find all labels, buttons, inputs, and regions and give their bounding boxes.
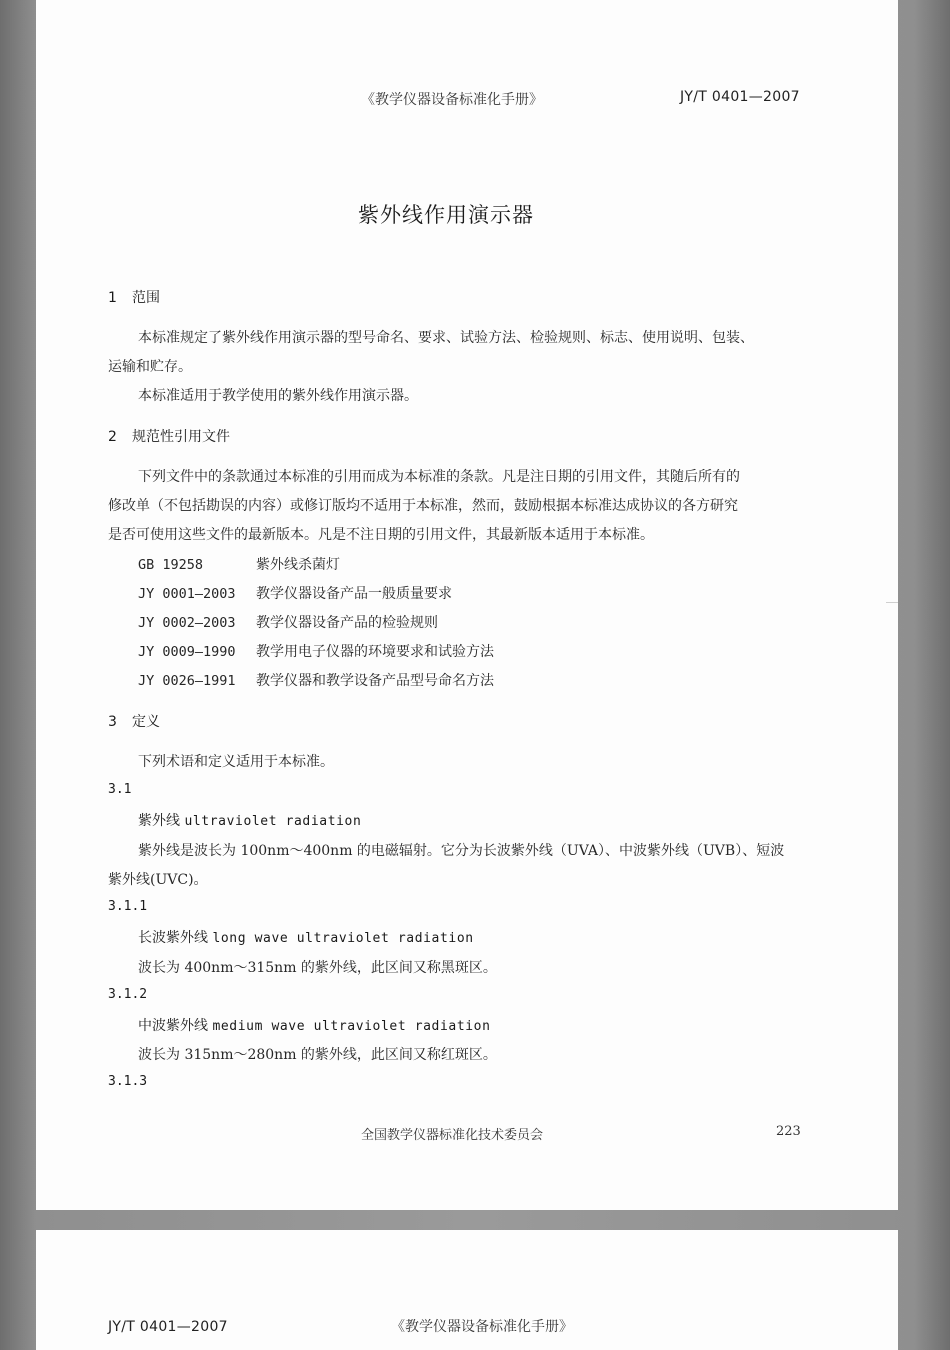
reference-title: 教学用电子仪器的环境要求和试验方法 [256,644,494,660]
section-title: 范围 [132,290,160,306]
scroll-marker [886,602,898,603]
term-entry [138,810,361,830]
running-header-code: JY/T 0401—2007 [108,1319,228,1335]
term-entry [138,1015,491,1035]
section-heading-normative-references [108,426,230,446]
reference-title: 教学仪器设备产品的检验规则 [256,615,438,631]
page-number: 223 [776,1124,801,1139]
paragraph-line: 修改单（不包括勘误的内容）或修订版均不适用于本标准，然而，鼓励根据本标准达成协议的各方研究 [108,498,738,514]
reference-title: 紫外线杀菌灯 [256,557,340,573]
section-title: 定义 [132,714,160,730]
section-title: 规范性引用文件 [132,429,230,445]
reference-code: GB 19258 [138,557,204,573]
reference-item [138,583,452,603]
term-entry [138,927,474,947]
document-page [36,0,898,1210]
clause-number: 3.1.1 [108,899,148,914]
term-en: long wave ultraviolet radiation [212,931,474,946]
definition-line: 波长为 400nm～315nm 的紫外线，此区间又称黑斑区。 [138,960,497,976]
running-header-code: JY/T 0401—2007 [680,89,800,105]
definition-line: 紫外线(UVC)。 [108,872,208,888]
next-document-page [36,1230,898,1350]
section-number: 2 [108,429,117,445]
paragraph-line: 下列术语和定义适用于本标准。 [138,754,334,770]
definition-line: 紫外线是波长为 100nm～400nm 的电磁辐射。它分为长波紫外线（UVA）、中波紫外线（UVB）、短波 [138,843,785,859]
clause-number: 3.1.2 [108,987,148,1002]
reference-code: JY 0026—1991 [138,673,236,689]
clause-number: 3.1.3 [108,1074,148,1089]
section-heading-scope [108,287,160,307]
reference-title: 教学仪器和教学设备产品型号命名方法 [256,673,494,689]
paragraph-line: 本标准适用于教学使用的紫外线作用演示器。 [138,388,418,404]
section-number: 1 [108,290,117,306]
term-zh: 长波紫外线 [138,930,208,946]
reference-code: JY 0009—1990 [138,644,236,660]
paragraph-line: 下列文件中的条款通过本标准的引用而成为本标准的条款。凡是注日期的引用文件，其随后所有的 [138,469,740,485]
term-en: ultraviolet radiation [184,814,362,829]
definition-line: 波长为 315nm～280nm 的紫外线，此区间又称红斑区。 [138,1047,497,1063]
paragraph-line: 是否可使用这些文件的最新版本。凡是不注日期的引用文件，其最新版本适用于本标准。 [108,527,654,543]
running-header-title: 《教学仪器设备标准化手册》 [361,92,543,108]
reference-item [138,612,438,632]
term-zh: 中波紫外线 [138,1018,208,1034]
clause-number: 3.1 [108,782,132,797]
reference-item [138,670,494,690]
section-heading-definitions [108,711,160,731]
paragraph-line: 运输和贮存。 [108,359,192,375]
footer-committee: 全国教学仪器标准化技术委员会 [361,1128,544,1143]
reference-title: 教学仪器设备产品一般质量要求 [256,586,452,602]
reference-item [138,554,340,574]
term-zh: 紫外线 [138,813,180,829]
reference-item [138,641,494,661]
page-title: 紫外线作用演示器 [358,203,534,227]
reference-code: JY 0002—2003 [138,615,236,631]
running-header-title: 《教学仪器设备标准化手册》 [391,1319,573,1335]
section-number: 3 [108,714,117,730]
paragraph-line: 本标准规定了紫外线作用演示器的型号命名、要求、试验方法、检验规则、标志、使用说明、包装、 [138,330,754,346]
term-en: medium wave ultraviolet radiation [212,1019,491,1034]
reference-code: JY 0001—2003 [138,586,236,602]
